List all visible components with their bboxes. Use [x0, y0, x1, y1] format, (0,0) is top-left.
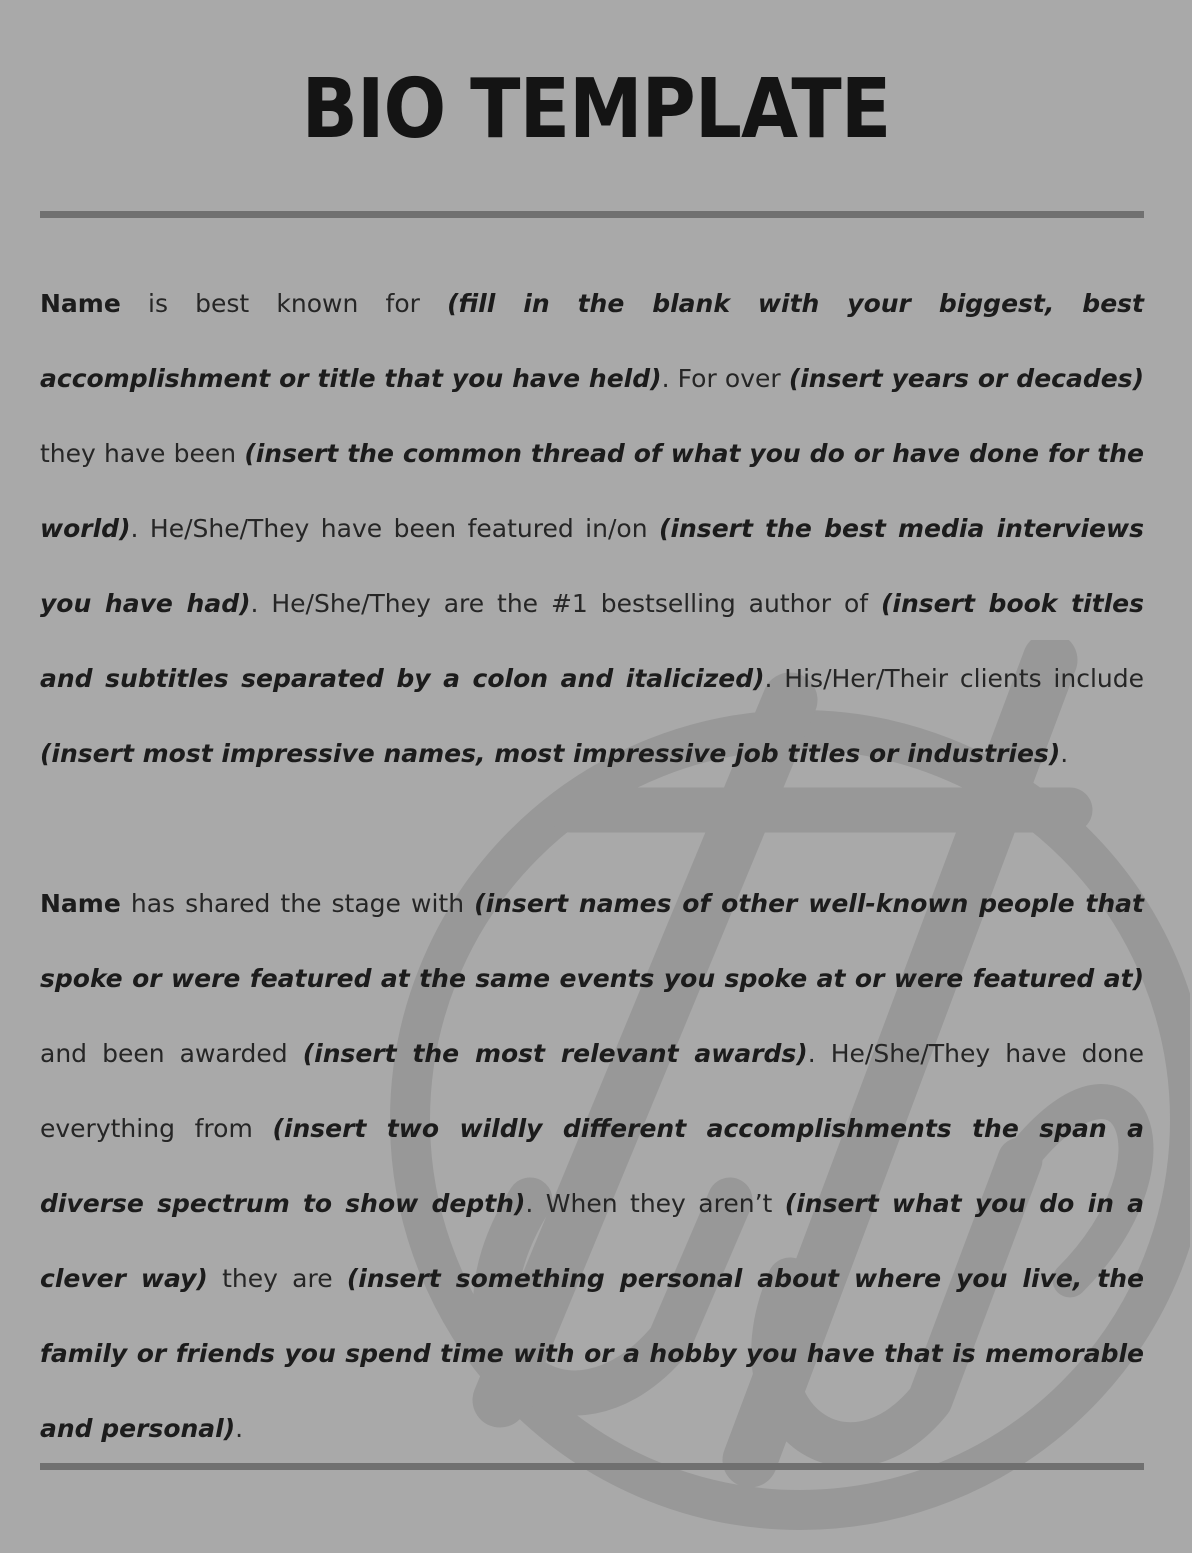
placeholder-instruction-text: (insert names of other well-known people that spoke or were featured at the same events you spoke at or were featured at) [40, 889, 1144, 993]
body-text: is best known for [120, 289, 448, 318]
body-text: . [1060, 739, 1069, 768]
body-text: . He/She/They have been featured in/on [130, 514, 660, 543]
placeholder-instruction-text: (insert the common thread of what you do or have done for the world) [40, 439, 1144, 543]
body-text: . [235, 1414, 244, 1443]
placeholder-instruction-text: (insert the best media interviews you have had) [40, 514, 1144, 618]
page-title: BIO TEMPLATE [301, 62, 891, 157]
body-text: . For over [661, 364, 789, 393]
body-text: they have been [40, 439, 245, 468]
placeholder-instruction-text: (insert most impressive names, most impressive job titles or industries) [40, 739, 1061, 768]
body-text: . He/She/They have done everything from [40, 1039, 1144, 1143]
body-text: and been awarded [40, 1039, 303, 1068]
placeholder-instruction-text: (insert years or decades) [788, 364, 1144, 393]
body-text: has shared the stage with [120, 889, 475, 918]
bold-name-text: Name [40, 289, 121, 318]
placeholder-instruction-text: (insert two wildly different accomplishments the span a diverse spectrum to show depth) [40, 1114, 1144, 1218]
top-divider [40, 211, 1144, 218]
body-text: they are [207, 1264, 347, 1293]
placeholder-instruction-text: (insert the most relevant awards) [302, 1039, 808, 1068]
body-text: . His/Her/Their clients include [764, 664, 1144, 693]
bio-paragraph-1 [40, 266, 1144, 791]
bio-paragraph-2 [40, 866, 1144, 1466]
body-text: . When they aren’t [525, 1189, 785, 1218]
placeholder-instruction-text: (insert book titles and subtitles separated by a colon and italicized) [40, 589, 1144, 693]
placeholder-instruction-text: (insert something personal about where you live, the family or friends you spend time with or a hobby you have that is memorable and personal) [40, 1264, 1144, 1443]
placeholder-instruction-text: (fill in the blank with your biggest, best accomplishment or title that you have held) [40, 289, 1144, 393]
body-text: . He/She/They are the #1 bestselling author of [250, 589, 881, 618]
bottom-divider [40, 1463, 1144, 1470]
bold-name-text: Name [40, 889, 121, 918]
placeholder-instruction-text: (insert what you do in a clever way) [40, 1189, 1145, 1293]
